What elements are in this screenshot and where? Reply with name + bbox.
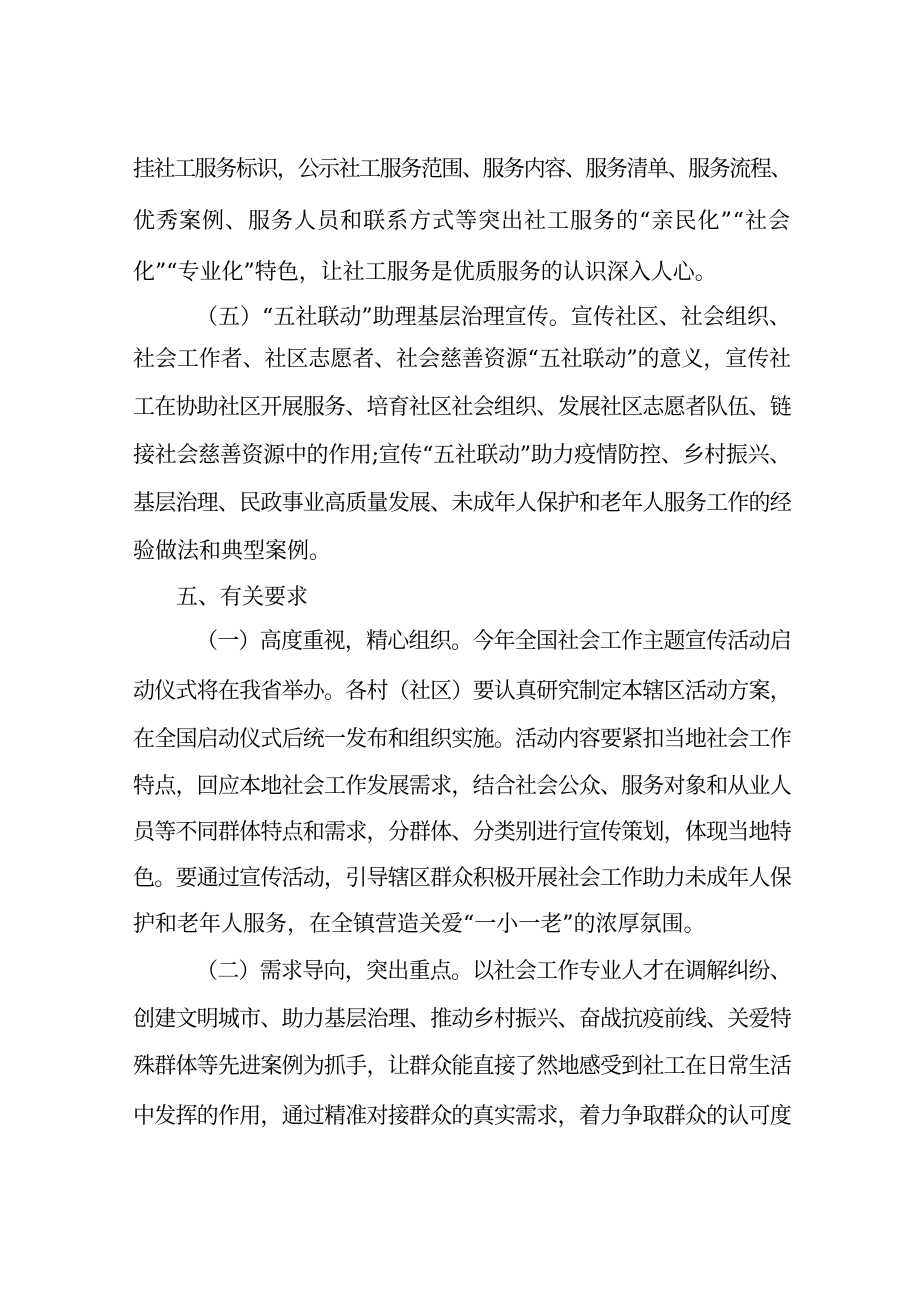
text-line xyxy=(0,303,920,333)
text-line xyxy=(0,772,920,802)
line-text: （一）高度重视，精心组织。今年全国社会工作主题宣传活动启 xyxy=(196,629,791,654)
text-line xyxy=(0,258,920,288)
text-line xyxy=(0,957,920,987)
line-text: 护和老年人服务，在全镇营造关爱“一小一老”的浓厚氛围。 xyxy=(133,912,706,937)
line-text: 挂社工服务标识，公示社工服务范围、服务内容、服务清单、服务流程、 xyxy=(133,157,791,182)
text-line xyxy=(0,677,920,707)
line-text: 验做法和典型案例。 xyxy=(133,539,332,564)
line-text: 动仪式将在我省举办。各村（社区）要认真研究制定本辖区活动方案， xyxy=(133,679,791,704)
text-line xyxy=(0,155,920,185)
text-line xyxy=(0,910,920,940)
line-text: 中发挥的作用，通过精准对接群众的真实需求，着力争取群众的认可度 xyxy=(133,1104,791,1129)
text-line xyxy=(0,864,920,894)
line-text: 特点，回应本地社会工作发展需求，结合社会公众、服务对象和从业人 xyxy=(133,774,791,799)
text-line xyxy=(0,441,920,471)
line-text: （五）“五社联动”助理基层治理宣传。宣传社区、社会组织、 xyxy=(196,305,791,330)
text-line xyxy=(0,393,920,423)
line-text: 员等不同群体特点和需求，分群体、分类别进行宣传策划，体现当地特 xyxy=(133,820,791,845)
line-text: （二）需求导向，突出重点。以社会工作专业人才在调解纠纷、 xyxy=(196,959,791,984)
text-line xyxy=(0,1102,920,1132)
heading-text: 五、有关要求 xyxy=(176,585,309,610)
line-text: 殊群体等先进案例为抓手，让群众能直接了然地感受到社工在日常生活 xyxy=(133,1054,791,1079)
text-line xyxy=(0,207,920,237)
line-text: 接社会慈善资源中的作用;宣传“五社联动”助力疫情防控、乡村振兴、 xyxy=(133,443,791,468)
line-text: 基层治理、民政事业高质量发展、未成年人保护和老年人服务工作的经 xyxy=(133,491,791,516)
line-text: 社会工作者、社区志愿者、社会慈善资源“五社联动”的意义，宣传社 xyxy=(133,347,791,372)
text-line xyxy=(0,537,920,567)
line-text: 色。要通过宣传活动，引导辖区群众积极开展社会工作助力未成年人保 xyxy=(133,866,791,891)
line-text: 工在协助社区开展服务、培育社区社会组织、发展社区志愿者队伍、链 xyxy=(133,395,791,420)
text-line xyxy=(0,1005,920,1035)
text-line xyxy=(0,818,920,848)
line-text: 创建文明城市、助力基层治理、推动乡村振兴、奋战抗疫前线、关爱特 xyxy=(133,1007,791,1032)
text-line xyxy=(0,725,920,755)
text-line xyxy=(0,1052,920,1082)
text-line xyxy=(0,345,920,375)
section-heading xyxy=(0,583,920,613)
line-text: 优秀案例、服务人员和联系方式等突出社工服务的“亲民化”“社会 xyxy=(133,209,791,234)
line-text: 在全国启动仪式后统一发布和组织实施。活动内容要紧扣当地社会工作 xyxy=(133,727,791,752)
text-line xyxy=(0,489,920,519)
text-line xyxy=(0,627,920,657)
line-text: 化”“专业化”特色，让社工服务是优质服务的认识深入人心。 xyxy=(133,260,717,285)
